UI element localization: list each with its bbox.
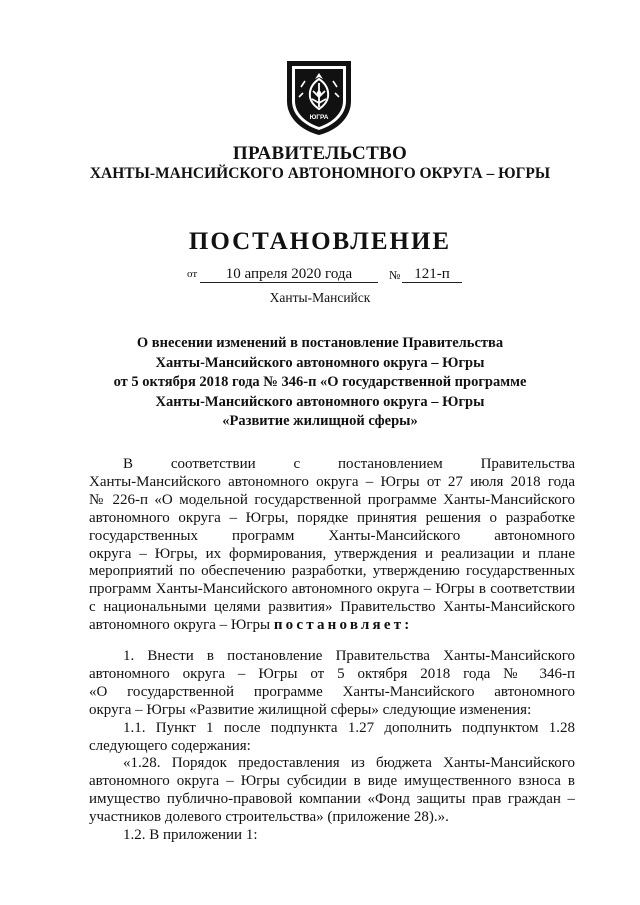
- subject-line: Ханты-Мансийского автономного округа – Югры: [155, 354, 485, 371]
- document-subject: [90, 334, 550, 432]
- item-line: автономного округа – Югры субсидии в виде имущественного взноса в: [89, 773, 575, 790]
- item-line: 1.1. Пункт 1 после подпункта 1.27 дополнить подпунктом 1.28: [123, 719, 575, 736]
- preamble-line: округа – Югры, их формирования, утверждения и реализации и плане: [89, 545, 575, 562]
- preamble-line: государственных программ Ханты-Мансийского автономного: [89, 527, 575, 544]
- preamble-line: Ханты-Мансийского автономного округа – Югры от 27 июля 2018 года: [89, 473, 575, 490]
- subject-line: «Развитие жилищной сферы»: [222, 413, 418, 429]
- item-line: «1.28. Порядок предоставления из бюджета Ханты-Мансийского: [123, 755, 575, 772]
- coat-of-arms-emblem: [283, 57, 355, 137]
- amendments-section: [89, 648, 575, 845]
- item-line: «О государственной программе Ханты-Мансийского автономного: [89, 683, 575, 700]
- item-line: следующего содержания:: [89, 737, 251, 754]
- subject-line: О внесении изменений в постановление Правительства: [136, 335, 504, 351]
- preamble-line: автономного округа – Югры, порядке принятия решения о разработке: [89, 509, 575, 526]
- number-sign: №: [389, 268, 401, 282]
- government-title: ПРАВИТЕЛЬСТВО: [232, 143, 408, 164]
- preamble-line: № 226-п «О модельной государственной программе Ханты-Мансийского: [89, 491, 575, 508]
- document-date: 10 апреля 2020 года: [200, 266, 378, 283]
- preamble-paragraph: [89, 456, 575, 635]
- document-type-title: ПОСТАНОВЛЕНИЕ: [188, 228, 452, 255]
- document-number: 121-п: [402, 266, 462, 283]
- preamble-line: В соответствии с постановлением Правительства: [123, 456, 575, 472]
- region-title: ХАНТЫ-МАНСИЙСКОГО АВТОНОМНОГО ОКРУГА – ЮГРЫ: [89, 165, 551, 182]
- subject-line: Ханты-Мансийского автономного округа – Югры: [155, 393, 485, 410]
- preamble-line: программ Ханты-Мансийского автономного округа – Югры в соответствии: [89, 581, 575, 598]
- item-line: 1.2. В приложении 1:: [123, 827, 258, 844]
- resolves-word: постановляет:: [273, 617, 413, 634]
- preamble-line: автономного округа – Югры: [89, 617, 271, 634]
- date-prefix: от: [187, 268, 198, 280]
- item-line: имущество публично-правовой компании «Фонд защиты прав граждан –: [89, 791, 575, 808]
- subject-line: от 5 октября 2018 года № 346-п «О государственной программе: [113, 374, 527, 390]
- item-line: округа – Югры «Развитие жилищной сферы» следующие изменения:: [89, 701, 532, 718]
- item-line: автономного округа – Югры от 5 октября 2018 года № 346-п: [89, 665, 575, 682]
- item-line: участников долевого строительства» (приложение 28).».: [89, 809, 449, 826]
- preamble-last-line: [89, 617, 575, 635]
- svg-text:ЮГРА: ЮГРА: [309, 114, 329, 121]
- city-name: Ханты-Мансийск: [269, 290, 371, 305]
- preamble-line: мероприятий по обеспечению разработки, утверждению государственных: [89, 563, 575, 580]
- preamble-line: с национальными целями развития» Правительство Ханты-Мансийского: [89, 599, 575, 616]
- item-line: 1. Внести в постановление Правительства Ханты-Мансийского: [123, 648, 575, 664]
